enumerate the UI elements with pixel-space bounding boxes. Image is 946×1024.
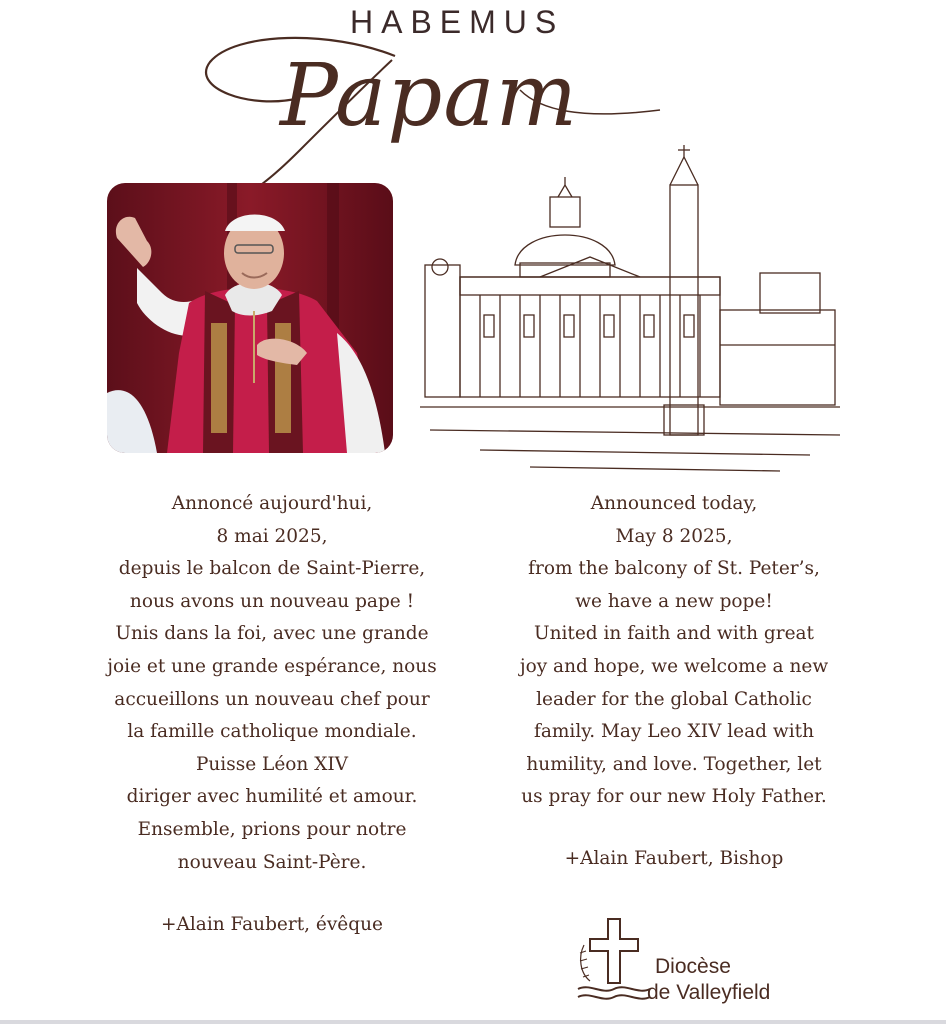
french-line: accueillons un nouveau chef pour — [114, 688, 430, 710]
french-line: 8 mai 2025, — [216, 525, 328, 547]
english-line: we have a new pope! — [575, 590, 773, 612]
french-line: Ensemble, prions pour notre — [137, 818, 407, 840]
pope-photo — [107, 183, 393, 453]
papam-title: Papam — [280, 46, 579, 146]
french-line: Annoncé aujourd'hui, — [171, 493, 373, 514]
english-line: May 8 2025, — [615, 525, 733, 547]
diocese-name-line1: Diocèse — [655, 955, 731, 978]
cross-water-icon — [576, 917, 656, 1007]
french-line: depuis le balcon de Saint-Pierre, — [118, 558, 426, 580]
english-line: us pray for our new Holy Father. — [521, 786, 827, 808]
english-line: humility, and love. Together, let — [526, 753, 822, 775]
french-line: nous avons un nouveau pape ! — [129, 590, 415, 612]
english-line: family. May Leo XIV lead with — [533, 721, 814, 743]
french-line: joie et une grande espérance, nous — [107, 655, 437, 677]
english-message — [478, 488, 870, 814]
habemus-title: HABEMUS — [350, 4, 565, 40]
french-line: Puisse Léon XIV — [195, 753, 349, 775]
english-line: from the balcony of St. Peter’s, — [528, 558, 820, 580]
english-line: joy and hope, we welcome a new — [519, 655, 829, 677]
english-signature: +Alain Faubert, Bishop — [564, 848, 784, 869]
french-line: nouveau Saint-Père. — [177, 851, 367, 873]
french-line: diriger avec humilité et amour. — [126, 786, 418, 808]
english-line: Announced today, — [590, 493, 758, 514]
english-line: leader for the global Catholic — [536, 688, 812, 710]
diocese-name-line2: de Valleyfield — [647, 981, 771, 1004]
french-line: la famille catholique mondiale. — [127, 721, 417, 743]
french-signature: +Alain Faubert, évêque — [161, 914, 383, 935]
french-line: Unis dans la foi, avec une grande — [115, 623, 429, 645]
english-line: United in faith and with great — [533, 623, 814, 645]
diocese-name — [647, 954, 771, 1006]
french-message — [70, 488, 474, 879]
bottom-divider — [0, 1020, 946, 1024]
st-peters-sketch — [420, 145, 850, 475]
